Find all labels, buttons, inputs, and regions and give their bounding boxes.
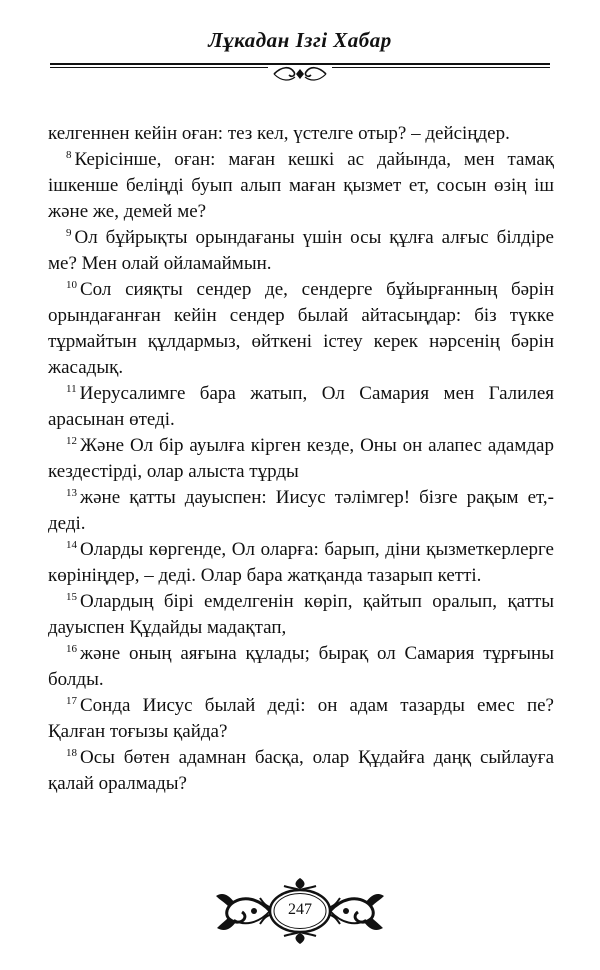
verse-text: келгеннен кейін оған: тез кел, үстелге отыр? – дейсіңдер.	[48, 123, 510, 144]
verse-text: Осы бөтен адамнан басқа, олар Құдайға даңқ сыйлауға қалай оралмады?	[48, 747, 554, 794]
verse-text: Ол бұйрықты орындағаны үшін осы құлға алғыс білдіре ме? Мен олай ойламаймын.	[48, 227, 554, 274]
verse	[48, 433, 554, 485]
running-header-title: Лұкадан Ізгі Хабар	[208, 28, 392, 52]
verse-number: 11	[66, 383, 77, 395]
verse	[48, 641, 554, 693]
page-number: 247	[288, 901, 312, 918]
verse-text: Және Ол бір ауылға кірген кезде, Оны он алапес адамдар кездестірді, олар алыста тұрды	[48, 435, 554, 482]
verse-text: және оның аяғына құлады; бырақ ол Самария тұрғыны болды.	[48, 643, 554, 690]
verse	[48, 277, 554, 381]
verse-number: 17	[66, 695, 77, 707]
verse-text: Сонда Иисус былай деді: он адам тазарды емес пе? Қалған тоғызы қайда?	[48, 695, 554, 742]
verse-text: Оларды көргенде, Ол оларға: барып, діни қызметкерлерге көрініңдер, – деді. Олар бара жатқанда тазарып кетті.	[48, 539, 554, 586]
verse-text: Олардың бірі емделгенін көріп, қайтып оралып, қатты дауыспен Құдайды мадақтап,	[48, 591, 554, 638]
verse-number: 15	[66, 591, 77, 603]
verse	[48, 147, 554, 225]
verse-number: 12	[66, 435, 77, 447]
header-ornament-icon	[268, 66, 332, 82]
verse-number: 13	[66, 487, 77, 499]
verse-text: және қатты дауыспен: Иисус тәлімгер! бізге рақым ет,- деді.	[48, 487, 554, 534]
verse-text: Керісінше, оған: маған кешкі ас дайында, мен тамақ ішкенше беліңді буып алып маған қызмет ет, сосын өзің іш және же, демей ме?	[48, 149, 554, 222]
verse-continuation	[48, 121, 554, 147]
verse-number: 8	[66, 149, 72, 161]
verse	[48, 745, 554, 797]
verse	[48, 537, 554, 589]
verse-text: Сол сияқты сендер де, сендерге бұйырғанның бәрін орындағанған кейін сендер былай айтасыңдар: біз түкке тұрмайтын құлдармыз, өйткені істеу керек нәрсенің бәрін жасадық.	[48, 279, 554, 378]
verse-number: 14	[66, 539, 77, 551]
chapter-text	[48, 121, 554, 797]
verse-number: 16	[66, 643, 77, 655]
verse-text: Иерусалимге бара жатып, Ол Самария мен Галилея арасынан өтеді.	[48, 383, 554, 430]
verse-number: 18	[66, 747, 77, 759]
verse	[48, 381, 554, 433]
verse	[48, 225, 554, 277]
verse-number: 10	[66, 279, 77, 291]
verse	[48, 693, 554, 745]
verse-number: 9	[66, 227, 72, 239]
verse	[48, 485, 554, 537]
header-rule-thick	[50, 63, 550, 65]
verse	[48, 589, 554, 641]
